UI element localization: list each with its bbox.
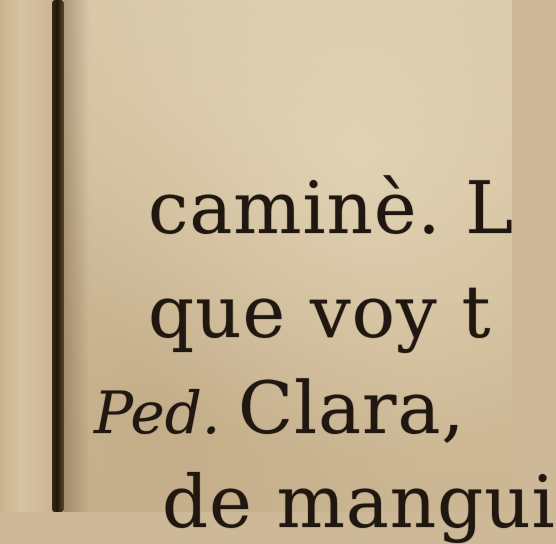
- text-line-3: Clara,: [238, 366, 466, 450]
- gutter-fold-line: [52, 0, 64, 512]
- text-line-1: caminè. L: [148, 166, 515, 250]
- gutter-shadow: [64, 0, 90, 512]
- binding-edge: [0, 0, 52, 512]
- text-line-4: de mangui: [162, 460, 556, 544]
- speaker-name: Ped.: [94, 379, 221, 447]
- text-line-2: que voy t: [148, 270, 492, 354]
